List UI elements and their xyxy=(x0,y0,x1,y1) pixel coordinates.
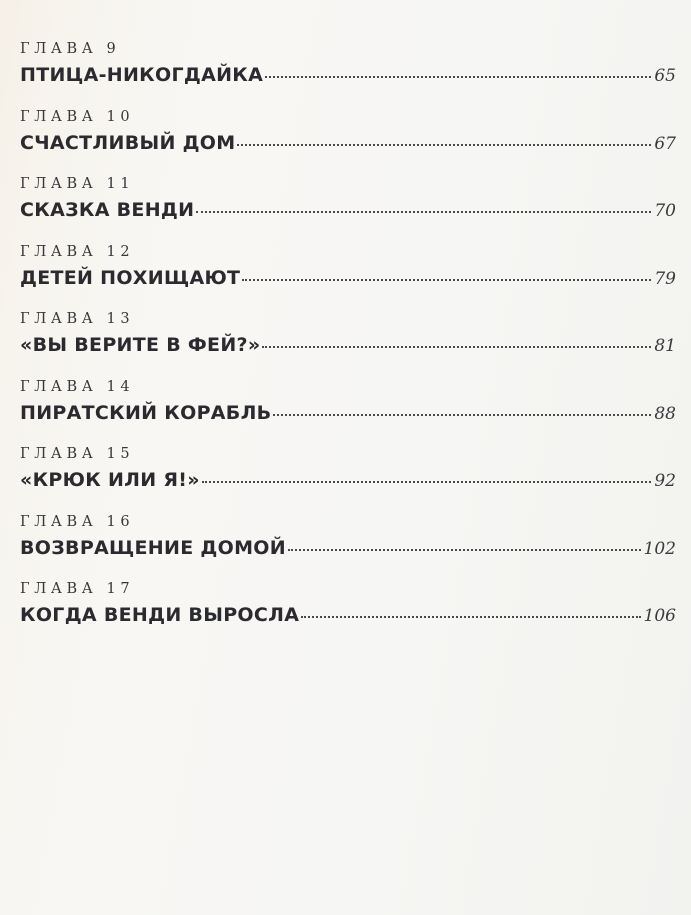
toc-entry xyxy=(20,175,676,243)
dot-leader xyxy=(265,76,651,78)
dot-leader xyxy=(262,346,651,348)
toc-title-line xyxy=(20,195,676,225)
table-of-contents xyxy=(20,40,676,648)
toc-title-line xyxy=(20,533,676,563)
page-number: 65 xyxy=(654,66,676,86)
chapter-title: КОГДА ВЕНДИ ВЫРОСЛА xyxy=(20,604,300,626)
page-number: 88 xyxy=(654,403,676,424)
toc-entry xyxy=(20,580,676,648)
toc-entry xyxy=(20,310,676,378)
toc-entry xyxy=(20,108,676,176)
toc-title-line xyxy=(20,330,676,360)
chapter-title: ПИРАТСКИЙ КОРАБЛЬ xyxy=(20,401,272,424)
dot-leader xyxy=(202,481,652,483)
toc-title-line xyxy=(20,60,676,90)
chapter-title: ВОЗВРАЩЕНИЕ ДОМОЙ xyxy=(20,536,286,559)
chapter-label: ГЛАВА 13 xyxy=(20,311,135,327)
toc-title-line xyxy=(20,128,676,158)
dot-leader xyxy=(242,279,651,281)
page-number: 81 xyxy=(654,336,676,356)
toc-title-line xyxy=(20,600,676,630)
dot-leader xyxy=(196,211,651,213)
chapter-label: ГЛАВА 11 xyxy=(20,176,135,192)
page-number: 102 xyxy=(643,538,676,559)
dot-leader xyxy=(301,616,640,618)
dot-leader xyxy=(237,144,651,146)
toc-entry xyxy=(20,243,676,311)
toc-title-line xyxy=(20,465,676,495)
dot-leader xyxy=(288,549,641,551)
chapter-label: ГЛАВА 15 xyxy=(20,446,135,462)
toc-entry xyxy=(20,445,676,513)
chapter-label: ГЛАВА 10 xyxy=(20,108,135,125)
toc-title-line xyxy=(20,398,676,428)
chapter-title: СЧАСТЛИВЫЙ ДОМ xyxy=(20,131,236,154)
toc-title-line xyxy=(20,263,676,293)
chapter-title: «ВЫ ВЕРИТЕ В ФЕЙ?» xyxy=(20,334,261,356)
chapter-label: ГЛАВА 9 xyxy=(20,41,121,57)
page-number: 67 xyxy=(654,133,676,154)
chapter-title: ДЕТЕЙ ПОХИЩАЮТ xyxy=(20,266,241,289)
toc-entry xyxy=(20,378,676,446)
page-number: 79 xyxy=(654,268,676,289)
toc-entry xyxy=(20,40,676,108)
page-number: 70 xyxy=(654,201,676,221)
page-number: 92 xyxy=(654,471,676,491)
page-number: 106 xyxy=(643,606,676,626)
chapter-title: ПТИЦА-НИКОГДАЙКА xyxy=(20,64,264,86)
chapter-label: ГЛАВА 14 xyxy=(20,378,135,395)
chapter-label: ГЛАВА 12 xyxy=(20,243,135,260)
chapter-label: ГЛАВА 17 xyxy=(20,581,135,597)
chapter-title: СКАЗКА ВЕНДИ xyxy=(20,199,195,221)
chapter-label: ГЛАВА 16 xyxy=(20,513,135,530)
chapter-title: «КРЮК ИЛИ Я!» xyxy=(20,469,200,491)
dot-leader xyxy=(273,414,651,416)
toc-entry xyxy=(20,513,676,581)
